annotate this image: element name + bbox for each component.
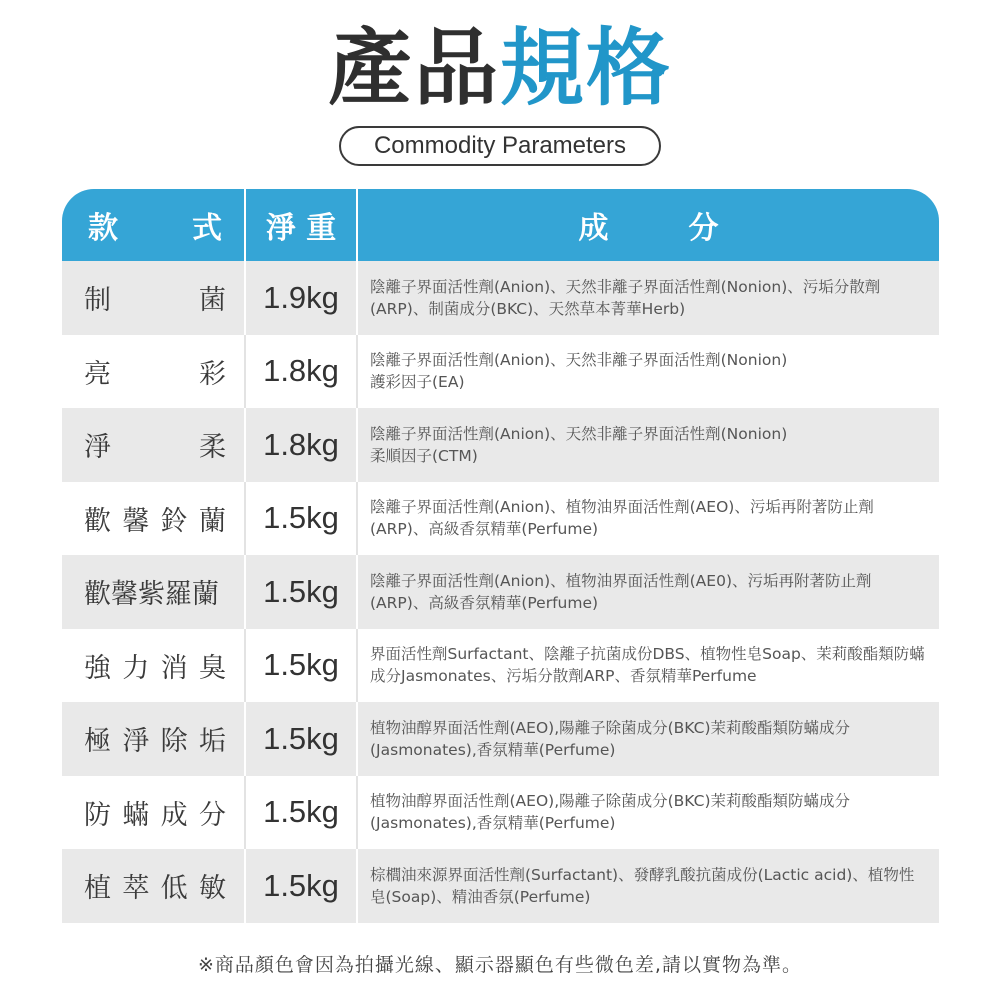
row-weight: 1.5kg bbox=[246, 629, 358, 703]
row-weight: 1.5kg bbox=[246, 702, 358, 776]
table-row bbox=[62, 776, 939, 850]
title-dark-part: 產品 bbox=[327, 19, 500, 117]
row-style-name bbox=[62, 335, 246, 409]
title-blue-part: 規格 bbox=[500, 19, 673, 117]
ingredients-text: 植物油醇界面活性劑(AEO),陽離子除菌成分(BKC)茉莉酸酯類防蟎成分(Jasmonates),香氛精華(Perfume) bbox=[370, 792, 850, 833]
row-weight: 1.5kg bbox=[246, 555, 358, 629]
row-style-name bbox=[62, 702, 246, 776]
row-style-name bbox=[62, 408, 246, 482]
row-ingredients bbox=[358, 482, 939, 556]
table-row bbox=[62, 261, 939, 335]
style-name-char: 低 bbox=[160, 873, 188, 905]
style-name-char: 歡馨紫羅蘭 bbox=[84, 579, 219, 611]
row-ingredients bbox=[358, 555, 939, 629]
row-ingredients bbox=[358, 408, 939, 482]
table-row bbox=[62, 702, 939, 776]
row-ingredients bbox=[358, 261, 939, 335]
style-name-char: 蘭 bbox=[198, 505, 226, 537]
row-weight: 1.5kg bbox=[246, 776, 358, 850]
row-style-name bbox=[62, 261, 246, 335]
row-ingredients bbox=[358, 849, 939, 923]
header-weight: 淨 重 bbox=[246, 189, 358, 261]
style-name-char: 淨 bbox=[84, 432, 111, 464]
style-name-char: 鈴 bbox=[160, 505, 188, 537]
row-style-name bbox=[62, 555, 246, 629]
style-name-char: 彩 bbox=[199, 358, 226, 390]
style-name-char: 淨 bbox=[122, 726, 150, 758]
ingredients-text: 陰離子界面活性劑(Anion)、天然非離子界面活性劑(Nonion) 柔順因子(CTM) bbox=[370, 424, 788, 465]
row-style-name bbox=[62, 849, 246, 923]
ingredients-text: 界面活性劑Surfactant、陰離子抗菌成份DBS、植物性皂Soap、茉莉酸酯類防蟎成分Jasmonates、污垢分散劑ARP、香氛精華Perfume bbox=[370, 645, 925, 686]
ingredients-text: 陰離子界面活性劑(Anion)、天然非離子界面活性劑(Nonion)、污垢分散劑(ARP)、制菌成分(BKC)、天然草本菁華Herb) bbox=[370, 277, 881, 318]
header-ingredients: 成分 bbox=[578, 211, 799, 246]
footnote: ※商品顏色會因為拍攝光線、顯示器顯色有些微色差,請以實物為準。 bbox=[198, 954, 802, 976]
row-ingredients bbox=[358, 629, 939, 703]
ingredients-text: 陰離子界面活性劑(Anion)、植物油界面活性劑(AEO)、污垢再附著防止劑(ARP)、高級香氛精華(Perfume) bbox=[370, 498, 874, 539]
style-name-char: 力 bbox=[122, 652, 150, 684]
style-name-char: 臭 bbox=[198, 652, 226, 684]
row-ingredients bbox=[358, 335, 939, 409]
row-weight: 1.8kg bbox=[246, 335, 358, 409]
table-row bbox=[62, 408, 939, 482]
row-ingredients bbox=[358, 702, 939, 776]
row-weight: 1.9kg bbox=[246, 261, 358, 335]
row-ingredients bbox=[358, 776, 939, 850]
style-name-char: 消 bbox=[160, 652, 188, 684]
row-weight: 1.5kg bbox=[246, 482, 358, 556]
row-style-name bbox=[62, 482, 246, 556]
table-row bbox=[62, 555, 939, 629]
style-name-char: 極 bbox=[84, 726, 111, 758]
table-row bbox=[62, 335, 939, 409]
table-row bbox=[62, 849, 939, 923]
style-name-char: 馨 bbox=[122, 505, 150, 537]
style-name-char: 蟎 bbox=[122, 799, 150, 831]
style-name-char: 垢 bbox=[198, 726, 226, 758]
style-name-char: 敏 bbox=[198, 873, 226, 905]
style-name-char: 菌 bbox=[199, 285, 226, 317]
header-style bbox=[62, 189, 246, 261]
ingredients-text: 植物油醇界面活性劑(AEO),陽離子除菌成分(BKC)茉莉酸酯類防蟎成分(Jasmonates),香氛精華(Perfume) bbox=[370, 718, 850, 759]
spec-table bbox=[62, 189, 939, 923]
ingredients-text: 棕櫚油來源界面活性劑(Surfactant)、發酵乳酸抗菌成份(Lactic acid)、植物性皂(Soap)、精油香氛(Perfume) bbox=[370, 865, 915, 906]
table-body bbox=[62, 261, 939, 923]
row-weight: 1.8kg bbox=[246, 408, 358, 482]
style-name-char: 分 bbox=[198, 799, 226, 831]
style-name-char: 制 bbox=[84, 285, 111, 317]
style-name-char: 歡 bbox=[84, 505, 111, 537]
style-name-char: 防 bbox=[84, 799, 111, 831]
row-style-name bbox=[62, 776, 246, 850]
header-style-char: 款 bbox=[88, 211, 118, 246]
page-title bbox=[0, 18, 1000, 118]
ingredients-text: 陰離子界面活性劑(Anion)、天然非離子界面活性劑(Nonion) 護彩因子(EA) bbox=[370, 351, 788, 392]
style-name-char: 強 bbox=[84, 652, 111, 684]
style-name-char: 成 bbox=[160, 799, 188, 831]
style-name-char: 除 bbox=[160, 726, 188, 758]
row-style-name bbox=[62, 629, 246, 703]
style-name-char: 萃 bbox=[122, 873, 150, 905]
style-name-char: 柔 bbox=[199, 432, 226, 464]
ingredients-text: 陰離子界面活性劑(Anion)、植物油界面活性劑(AE0)、污垢再附著防止劑(ARP)、高級香氛精華(Perfume) bbox=[370, 571, 872, 612]
subtitle-pill: Commodity Parameters bbox=[339, 126, 661, 166]
table-header bbox=[62, 189, 939, 261]
table-row bbox=[62, 482, 939, 556]
style-name-char: 亮 bbox=[84, 358, 111, 390]
style-name-char: 植 bbox=[84, 873, 111, 905]
row-weight: 1.5kg bbox=[246, 849, 358, 923]
header-style-char: 式 bbox=[192, 211, 222, 246]
table-row bbox=[62, 629, 939, 703]
